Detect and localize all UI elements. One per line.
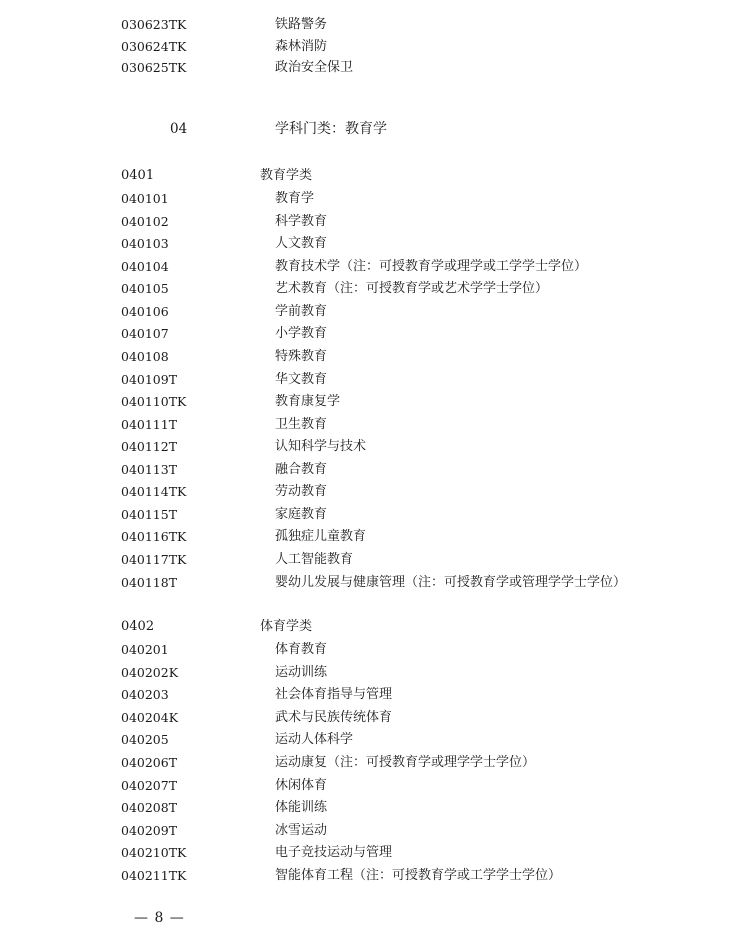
list-item bbox=[0, 684, 750, 706]
major-name: 卫生教育 bbox=[275, 417, 328, 432]
major-code: 040109T bbox=[121, 372, 178, 387]
major-name: 人工智能教育 bbox=[275, 552, 354, 567]
list-item bbox=[0, 481, 750, 503]
list-item bbox=[0, 865, 750, 887]
major-name: 教育技术学（注：可授教育学或理学或工学学士学位） bbox=[275, 259, 588, 274]
list-item bbox=[0, 729, 750, 751]
page-number: — 8 — bbox=[134, 910, 185, 926]
major-name: 华文教育 bbox=[275, 372, 328, 387]
major-name: 森林消防 bbox=[275, 39, 328, 54]
major-name: 学前教育 bbox=[275, 304, 328, 319]
list-item bbox=[0, 301, 750, 323]
category-code: 04 bbox=[170, 121, 188, 137]
major-name: 科学教育 bbox=[275, 214, 328, 229]
major-code: 040112T bbox=[121, 439, 178, 454]
list-item bbox=[0, 639, 750, 661]
category-heading bbox=[0, 118, 750, 140]
major-name: 艺术教育（注：可授教育学或艺术学学士学位） bbox=[275, 281, 549, 296]
list-item bbox=[0, 211, 750, 233]
major-name: 特殊教育 bbox=[275, 349, 328, 364]
major-name: 武术与民族传统体育 bbox=[275, 710, 393, 725]
major-code: 040206T bbox=[121, 755, 178, 770]
major-code: 040111T bbox=[121, 417, 178, 432]
major-name: 劳动教育 bbox=[275, 484, 328, 499]
major-code: 040203 bbox=[121, 687, 169, 702]
major-name: 铁路警务 bbox=[275, 17, 328, 32]
major-code: 040204K bbox=[121, 710, 179, 725]
major-name: 运动训练 bbox=[275, 665, 328, 680]
list-item bbox=[0, 233, 750, 255]
list-item bbox=[0, 797, 750, 819]
major-code: 040210TK bbox=[121, 845, 187, 860]
list-item bbox=[0, 752, 750, 774]
list-item bbox=[0, 459, 750, 481]
list-item bbox=[0, 707, 750, 729]
list-item bbox=[0, 14, 750, 36]
major-code: 040108 bbox=[121, 349, 169, 364]
major-name: 智能体育工程（注：可授教育学或工学学士学位） bbox=[275, 868, 562, 883]
major-code: 040106 bbox=[121, 304, 169, 319]
major-name: 教育康复学 bbox=[275, 394, 341, 409]
major-code: 040207T bbox=[121, 778, 178, 793]
major-code: 040205 bbox=[121, 732, 169, 747]
class-name: 教育学类 bbox=[260, 168, 313, 183]
major-name: 人文教育 bbox=[275, 236, 328, 251]
major-code: 040115T bbox=[121, 507, 178, 522]
list-item bbox=[0, 842, 750, 864]
major-code: 040201 bbox=[121, 642, 169, 657]
major-code: 040116TK bbox=[121, 529, 187, 544]
major-code: 030625TK bbox=[121, 60, 187, 75]
list-item bbox=[0, 36, 750, 58]
list-item bbox=[0, 369, 750, 391]
major-name: 融合教育 bbox=[275, 462, 328, 477]
major-code: 040211TK bbox=[121, 868, 187, 883]
major-name: 运动人体科学 bbox=[275, 732, 354, 747]
major-code: 040103 bbox=[121, 236, 169, 251]
major-name: 婴幼儿发展与健康管理（注：可授教育学或管理学学士学位） bbox=[275, 575, 627, 590]
major-code: 040107 bbox=[121, 326, 169, 341]
list-item bbox=[0, 775, 750, 797]
major-name: 家庭教育 bbox=[275, 507, 328, 522]
major-code: 040202K bbox=[121, 665, 179, 680]
list-item bbox=[0, 526, 750, 548]
major-code: 040118T bbox=[121, 575, 178, 590]
list-item bbox=[0, 504, 750, 526]
list-item bbox=[0, 346, 750, 368]
major-code: 040208T bbox=[121, 800, 178, 815]
class-name: 体育学类 bbox=[260, 619, 313, 634]
major-code: 040102 bbox=[121, 214, 169, 229]
list-item bbox=[0, 188, 750, 210]
major-name: 政治安全保卫 bbox=[275, 60, 354, 75]
major-name: 认知科学与技术 bbox=[275, 439, 367, 454]
list-item bbox=[0, 414, 750, 436]
major-name: 社会体育指导与管理 bbox=[275, 687, 393, 702]
major-name: 体育教育 bbox=[275, 642, 328, 657]
category-name: 学科门类：教育学 bbox=[275, 121, 387, 137]
class-code: 0401 bbox=[121, 168, 155, 183]
major-name: 电子竞技运动与管理 bbox=[275, 845, 393, 860]
major-code: 040105 bbox=[121, 281, 169, 296]
major-name: 休闲体育 bbox=[275, 778, 328, 793]
list-item bbox=[0, 662, 750, 684]
major-code: 030624TK bbox=[121, 39, 187, 54]
major-name: 小学教育 bbox=[275, 326, 328, 341]
major-name: 教育学 bbox=[275, 191, 315, 206]
major-code: 040104 bbox=[121, 259, 169, 274]
list-item bbox=[0, 278, 750, 300]
major-name: 体能训练 bbox=[275, 800, 328, 815]
class-heading bbox=[0, 165, 750, 187]
major-code: 040114TK bbox=[121, 484, 187, 499]
class-heading bbox=[0, 616, 750, 638]
major-code: 040209T bbox=[121, 823, 178, 838]
major-code: 040110TK bbox=[121, 394, 187, 409]
list-item bbox=[0, 549, 750, 571]
major-code: 040117TK bbox=[121, 552, 187, 567]
list-item bbox=[0, 820, 750, 842]
list-item bbox=[0, 391, 750, 413]
list-item bbox=[0, 436, 750, 458]
major-name: 孤独症儿童教育 bbox=[275, 529, 367, 544]
major-name: 冰雪运动 bbox=[275, 823, 328, 838]
major-code: 040113T bbox=[121, 462, 178, 477]
list-item bbox=[0, 57, 750, 79]
major-name: 运动康复（注：可授教育学或理学学士学位） bbox=[275, 755, 536, 770]
list-item bbox=[0, 323, 750, 345]
major-code: 040101 bbox=[121, 191, 169, 206]
list-item bbox=[0, 256, 750, 278]
list-item bbox=[0, 572, 750, 594]
class-code: 0402 bbox=[121, 619, 155, 634]
major-code: 030623TK bbox=[121, 17, 187, 32]
